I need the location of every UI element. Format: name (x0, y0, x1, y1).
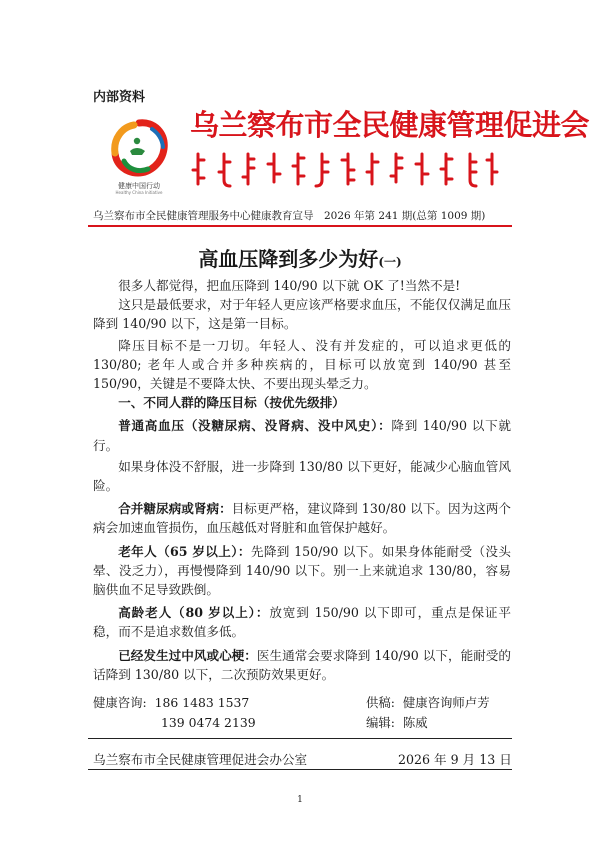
paragraph: 这只是最低要求，对于年轻人更应该严格要求血压，不能仅仅满足血压降到 140/90 以下，这是第一目标。 (93, 297, 511, 332)
article-title-part: (一) (378, 255, 402, 269)
editor-label: 编辑: (366, 715, 395, 730)
group-item (93, 542, 511, 600)
group-label: 合并糖尿病或肾病： (118, 501, 232, 517)
logo-subcaption: Healthy China Initiative (115, 190, 163, 195)
internal-label: 内部资料 (93, 90, 146, 105)
editor-name: 陈威 (402, 715, 428, 730)
group-item (93, 416, 511, 454)
consult-contacts (93, 693, 256, 733)
paragraph: 如果身体没不舒服，进一步降到 130/80 以下更好，能减少心脑血管风险。 (93, 458, 511, 494)
paragraph: 降压目标不是一刀切。年轻人、没有并发症的，可以追求更低的 130/80; 老年人或合并多种疾病的，目标可以放宽到 140/90 甚至 150/90，关键是不要降太快、不要出现头晕乏力。 (93, 337, 511, 392)
mongolian-script-title-icon (190, 150, 500, 190)
page-number: 1 (297, 795, 303, 805)
group-label: 老年人（65 岁以上）： (118, 543, 251, 559)
group-label: 普通高血压（没糖尿病、没肾病、没中风史）： (118, 418, 392, 434)
org-title: 乌兰察布市全民健康管理促进会 (190, 108, 590, 142)
paragraph: 很多人都觉得，把血压降到 140/90 以下就 OK 了!当然不是! (118, 278, 461, 293)
issue-line: 乌兰察布市全民健康管理服务中心健康教育宣导 2026 年第 241 期(总第 1009 期) (93, 210, 486, 222)
article-title-text: 高血压降到多少为好 (198, 247, 379, 271)
footer-divider-top (88, 738, 512, 739)
group-text: 放宽到 150/90 以下即可，重点是保证平稳，而不是追求数值多低。 (93, 605, 511, 640)
section-heading: 一、不同人群的降压目标（按优先级排） (118, 395, 345, 411)
group-text: 降到 140/90 以下就行。 (93, 418, 512, 453)
footer-org: 乌兰察布市全民健康管理促进会办公室 (93, 752, 308, 767)
logo-caption: 健康中国行动 (118, 182, 160, 190)
footer-date: 2026 年 9 月 13 日 (398, 752, 512, 767)
group-item (93, 499, 511, 537)
footer-divider-bottom (88, 769, 512, 770)
group-text: 先降到 150/90 以下。如果身体能耐受（没头晕、没乏力），再慢慢降到 140/90 以下。别一上来就追求 130/80，容易脑供血不足导致跌倒。 (93, 543, 511, 598)
group-item (93, 603, 511, 641)
article-title (0, 243, 600, 272)
supplier-name: 健康咨询师卢芳 (402, 695, 490, 710)
header-divider (88, 225, 512, 227)
supplier-label: 供稿: (366, 695, 395, 710)
group-label: 高龄老人（80 岁以上）： (118, 605, 270, 621)
group-item (93, 646, 511, 684)
phone-number: 139 0474 2139 (161, 715, 256, 730)
consult-label: 健康咨询: (93, 695, 147, 710)
group-text: 医生通常会要求降到 140/90 以下，能耐受的话降到 130/80 以下，二次预防效果更好。 (93, 647, 512, 682)
phone-number: 186 1483 1537 (154, 695, 250, 710)
credits (366, 693, 490, 733)
article-body (93, 276, 511, 684)
group-label: 已经发生过中风或心梗： (118, 647, 257, 663)
healthy-china-logo-icon (108, 117, 170, 181)
group-text: 目标更严格，建议降到 130/80 以下。因为这两个病会加速血管损伤，血压越低对肾脏和血管保护越好。 (93, 501, 512, 536)
